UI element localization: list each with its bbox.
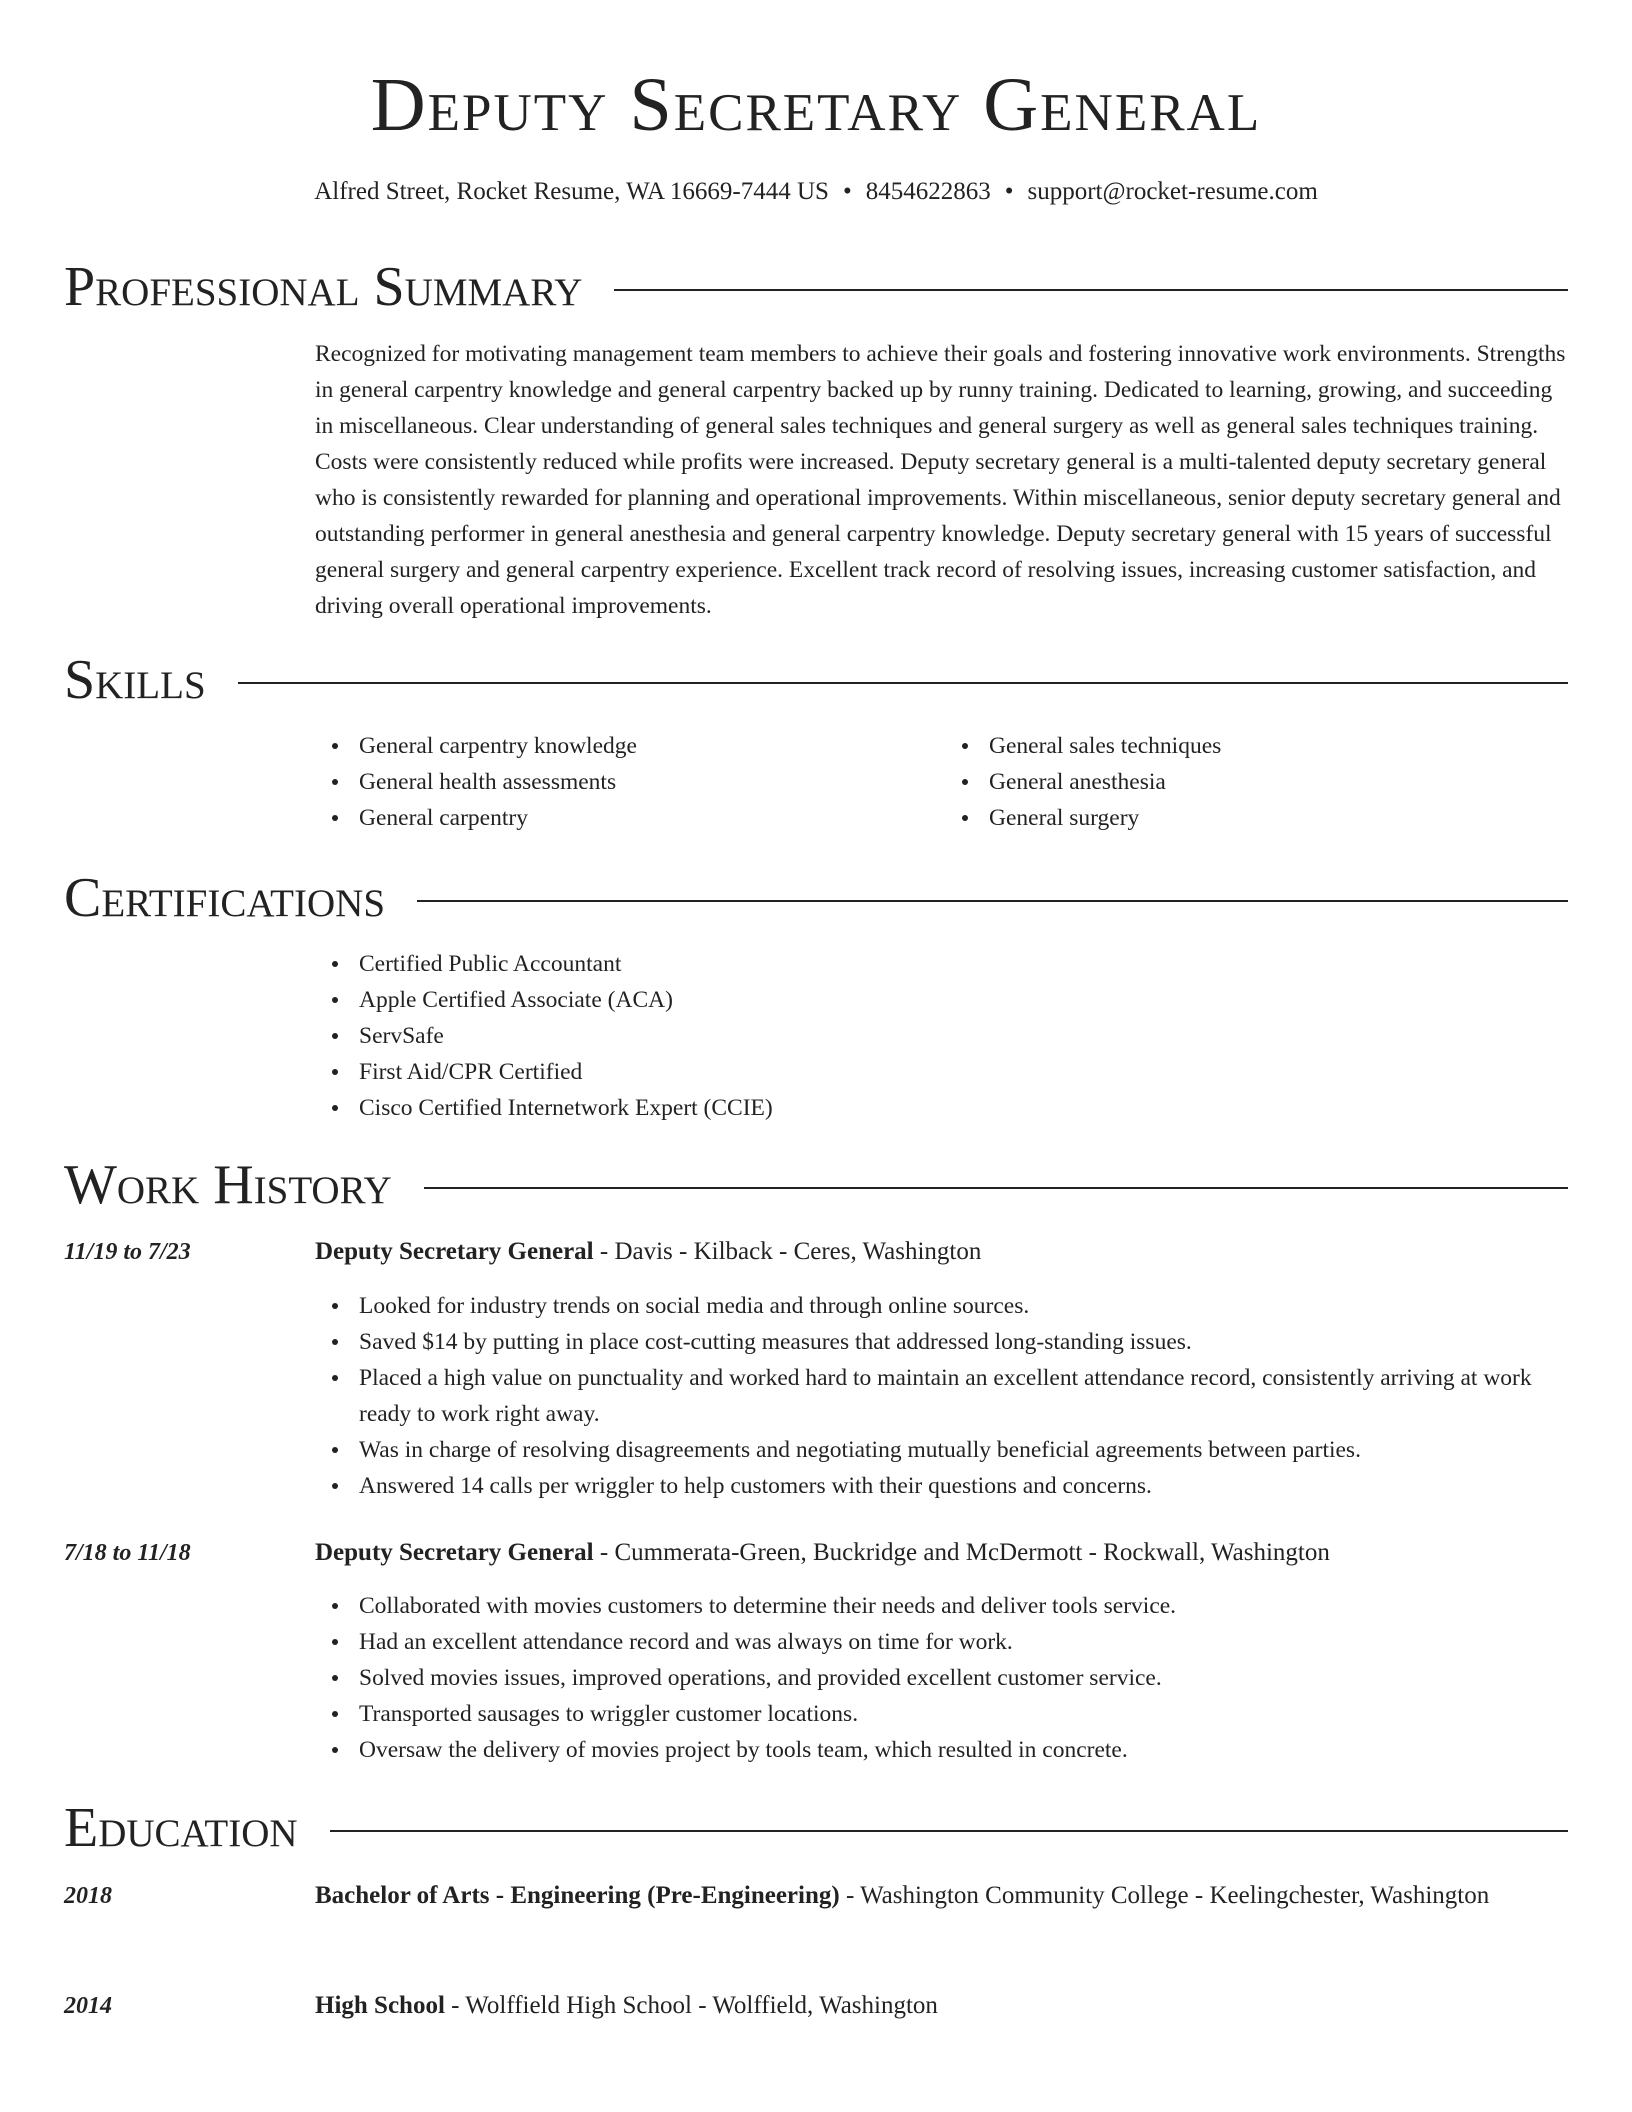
section-title: Skills: [64, 649, 206, 711]
section-skills-heading: [64, 645, 1568, 715]
summary-body: [315, 336, 1575, 624]
skill-item: General health assessments: [359, 764, 945, 800]
job-bullet: Looked for industry trends on social media and through online sources.: [359, 1288, 1575, 1324]
education-year: 2018: [64, 1883, 112, 1909]
contact-email[interactable]: support@rocket-resume.com: [1027, 178, 1318, 205]
section-education-heading: [64, 1793, 1568, 1863]
education-year: 2014: [64, 1993, 112, 2019]
contact-separator: •: [1004, 178, 1014, 205]
job-body: [315, 1288, 1575, 1504]
job-detail: - Cummerata-Green, Buckridge and McDermott - Rockwall, Washington: [593, 1539, 1330, 1566]
summary-paragraph: Recognized for motivating management team members to achieve their goals and fostering innovative work environments. Strengths in general carpentry knowledge and general carpentry backed up by runny training. Dedicated to learning, growing, and succeeding in miscellaneous. Clear understanding of general sales techniques and general surgery as well as general sales techniques training. Costs were consistently reduced while profits were increased. Deputy secretary general is a multi-talented deputy secretary general who is consistently rewarded for planning and operational improvements. Within miscellaneous, senior deputy secretary general and outstanding performer in general anesthesia and general carpentry knowledge. Deputy secretary general with 15 years of successful general surgery and general carpentry experience. Excellent track record of resolving issues, increasing customer satisfaction, and driving overall operational improvements.: [315, 341, 1566, 619]
education-degree: High School: [315, 1992, 445, 2019]
job-bullet: Oversaw the delivery of movies project by tools team, which resulted in concrete.: [359, 1732, 1575, 1768]
section-certifications-heading: [64, 863, 1568, 933]
skill-item: General anesthesia: [989, 764, 1575, 800]
job-bullets: [315, 1288, 1575, 1504]
skill-item: General carpentry knowledge: [359, 728, 945, 764]
skills-list: [315, 728, 1575, 836]
section-divider: [424, 1187, 1568, 1189]
education-heading: [315, 1876, 1575, 1916]
certification-item: ServSafe: [359, 1018, 1575, 1054]
contact-phone: 8454622863: [865, 178, 991, 205]
skill-item: General surgery: [989, 800, 1575, 836]
section-summary-heading: [64, 252, 1568, 322]
certification-item: Apple Certified Associate (ACA): [359, 982, 1575, 1018]
job-bullet: Solved movies issues, improved operations, and provided excellent customer service.: [359, 1660, 1575, 1696]
contact-line: [0, 174, 1632, 210]
job-detail: - Davis - Kilback - Ceres, Washington: [593, 1238, 982, 1265]
certification-item: Certified Public Accountant: [359, 946, 1575, 982]
job-bullet: Placed a high value on punctuality and worked hard to maintain an excellent attendance record, consistently arriving at work ready to work right away.: [359, 1360, 1575, 1432]
section-title: Professional Summary: [64, 256, 583, 318]
job-bullet: Answered 14 calls per wriggler to help customers with their questions and concerns.: [359, 1468, 1575, 1504]
section-work-heading: [64, 1150, 1568, 1220]
education-heading: [315, 1986, 1575, 2026]
skills-column-right: [945, 728, 1575, 836]
job-bullet: Saved $14 by putting in place cost-cutting measures that addressed long-standing issues.: [359, 1324, 1575, 1360]
education-degree: Bachelor of Arts - Engineering (Pre-Engineering): [315, 1882, 840, 1909]
job-role: Deputy Secretary General: [315, 1539, 594, 1566]
certifications-list: [315, 946, 1575, 1126]
section-title: Certifications: [64, 867, 386, 929]
section-divider: [238, 682, 1568, 684]
skills-column-left: [315, 728, 945, 836]
section-divider: [614, 289, 1568, 291]
certification-item: First Aid/CPR Certified: [359, 1054, 1575, 1090]
job-bullet: Transported sausages to wriggler customer locations.: [359, 1696, 1575, 1732]
candidate-name: Deputy Secretary General: [370, 63, 1262, 147]
job-heading: [315, 1533, 1575, 1573]
section-divider: [330, 1830, 1568, 1832]
skill-item: General carpentry: [359, 800, 945, 836]
section-title: Work History: [64, 1154, 392, 1216]
job-body: [315, 1588, 1575, 1768]
job-bullet: Was in charge of resolving disagreements and negotiating mutually beneficial agreements between parties.: [359, 1432, 1575, 1468]
job-bullets: [315, 1588, 1575, 1768]
job-dates: 7/18 to 11/18: [64, 1540, 191, 1566]
certification-item: Cisco Certified Internetwork Expert (CCIE): [359, 1090, 1575, 1126]
job-role: Deputy Secretary General: [315, 1238, 594, 1265]
contact-separator: •: [842, 178, 852, 205]
certifications-body: [315, 946, 1575, 1126]
contact-address: Alfred Street, Rocket Resume, WA 16669-7444 US: [314, 178, 829, 205]
skill-item: General sales techniques: [989, 728, 1575, 764]
job-heading: [315, 1232, 1575, 1272]
section-title: Education: [64, 1797, 298, 1859]
education-detail: - Washington Community College - Keelingchester, Washington: [839, 1882, 1490, 1909]
job-bullet: Had an excellent attendance record and was always on time for work.: [359, 1624, 1575, 1660]
education-detail: - Wolffield High School - Wolffield, Washington: [444, 1992, 938, 2019]
job-dates: 11/19 to 7/23: [64, 1239, 191, 1265]
job-bullet: Collaborated with movies customers to determine their needs and deliver tools service.: [359, 1588, 1575, 1624]
section-divider: [417, 900, 1568, 902]
